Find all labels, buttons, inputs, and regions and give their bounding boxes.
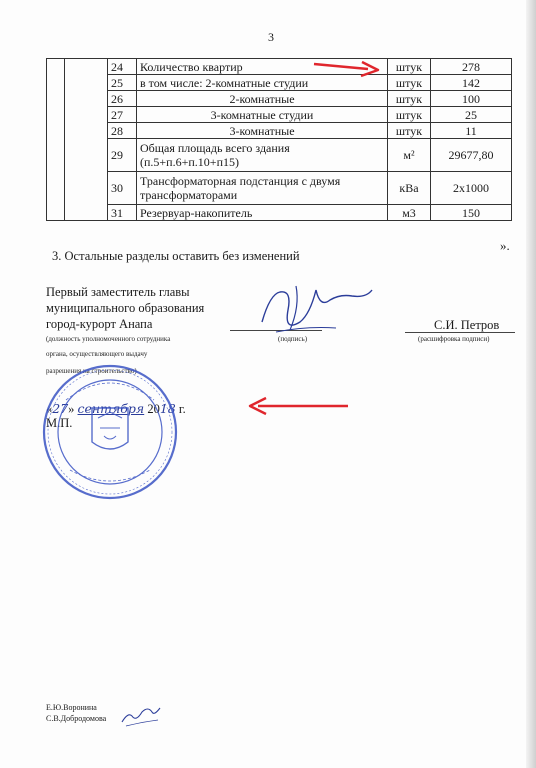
- arrow-icon: [250, 398, 348, 414]
- date-year-unit: г.: [178, 402, 186, 416]
- row-value: 25: [431, 107, 512, 123]
- signer-title-line-2: муниципального образования: [46, 301, 205, 315]
- signature-scribble: [262, 286, 372, 332]
- row-unit: м²: [388, 139, 431, 172]
- row-number: 31: [108, 205, 137, 221]
- row-name-line-2: трансформаторами: [140, 188, 238, 202]
- date-day: 27: [52, 401, 69, 416]
- caption-position: (должность уполномоченного сотрудника: [46, 335, 171, 343]
- signer-title-line-3: город-курорт Анапа: [46, 317, 153, 331]
- row-number: 27: [108, 107, 137, 123]
- date-year-suffix: 18: [159, 401, 176, 416]
- date-open-quote: «: [46, 402, 53, 416]
- row-value: 278: [431, 59, 512, 75]
- row-unit: штук: [388, 75, 431, 91]
- date-year-prefix: 20: [147, 402, 160, 416]
- row-name: 3-комнатные: [137, 123, 388, 139]
- row-number: 25: [108, 75, 137, 91]
- caption-decode: (расшифровка подписи): [418, 335, 490, 343]
- row-number: 24: [108, 59, 137, 75]
- row-unit: штук: [388, 59, 431, 75]
- row-unit: м3: [388, 205, 431, 221]
- page-number: 3: [268, 30, 274, 44]
- row-unit: штук: [388, 91, 431, 107]
- footer-name-2: С.В.Добродомова: [46, 714, 107, 723]
- row-name: Резервуар-накопитель: [137, 205, 388, 221]
- row-name-line-1: Трансформаторная подстанция с двумя: [140, 174, 341, 188]
- signer-name: С.И. Петров: [434, 318, 500, 332]
- row-name-line-2: (п.5+п.6+п.10+п15): [140, 155, 239, 169]
- row-name: в том числе: 2-комнатные студии: [137, 75, 388, 91]
- row-number: 30: [108, 172, 137, 205]
- section-note: 3. Остальные разделы оставить без изменений: [52, 249, 300, 263]
- row-value: 150: [431, 205, 512, 221]
- arrow-icon: [314, 62, 378, 76]
- row-number: 29: [108, 139, 137, 172]
- date-close-quote: »: [68, 402, 75, 416]
- caption-organ: органа, осуществляющего выдачу: [46, 350, 148, 358]
- caption-permit: разрешения на строительство): [46, 367, 137, 375]
- row-unit: штук: [388, 107, 431, 123]
- row-unit: штук: [388, 123, 431, 139]
- closing-quote: ».: [500, 238, 510, 253]
- official-stamp: [44, 366, 176, 498]
- row-value: 11: [431, 123, 512, 139]
- row-name: 2-комнатные: [137, 91, 388, 107]
- row-name: Количество квартир: [137, 59, 388, 75]
- row-value: 2х1000: [431, 172, 512, 205]
- signer-title-line-1: Первый заместитель главы: [46, 285, 190, 299]
- row-value: 142: [431, 75, 512, 91]
- row-name-line-1: Общая площадь всего здания: [140, 141, 290, 155]
- date-month: сентября: [77, 401, 145, 416]
- row-unit: кВа: [388, 172, 431, 205]
- footer-initials: [122, 708, 160, 726]
- footer-name-1: Е.Ю.Воронина: [46, 703, 97, 712]
- row-value: 100: [431, 91, 512, 107]
- row-number: 26: [108, 91, 137, 107]
- caption-signature: (подпись): [278, 335, 308, 343]
- stamp-label: М.П.: [46, 416, 73, 430]
- row-number: 28: [108, 123, 137, 139]
- row-value: 29677,80: [431, 139, 512, 172]
- row-name: 3-комнатные студии: [137, 107, 388, 123]
